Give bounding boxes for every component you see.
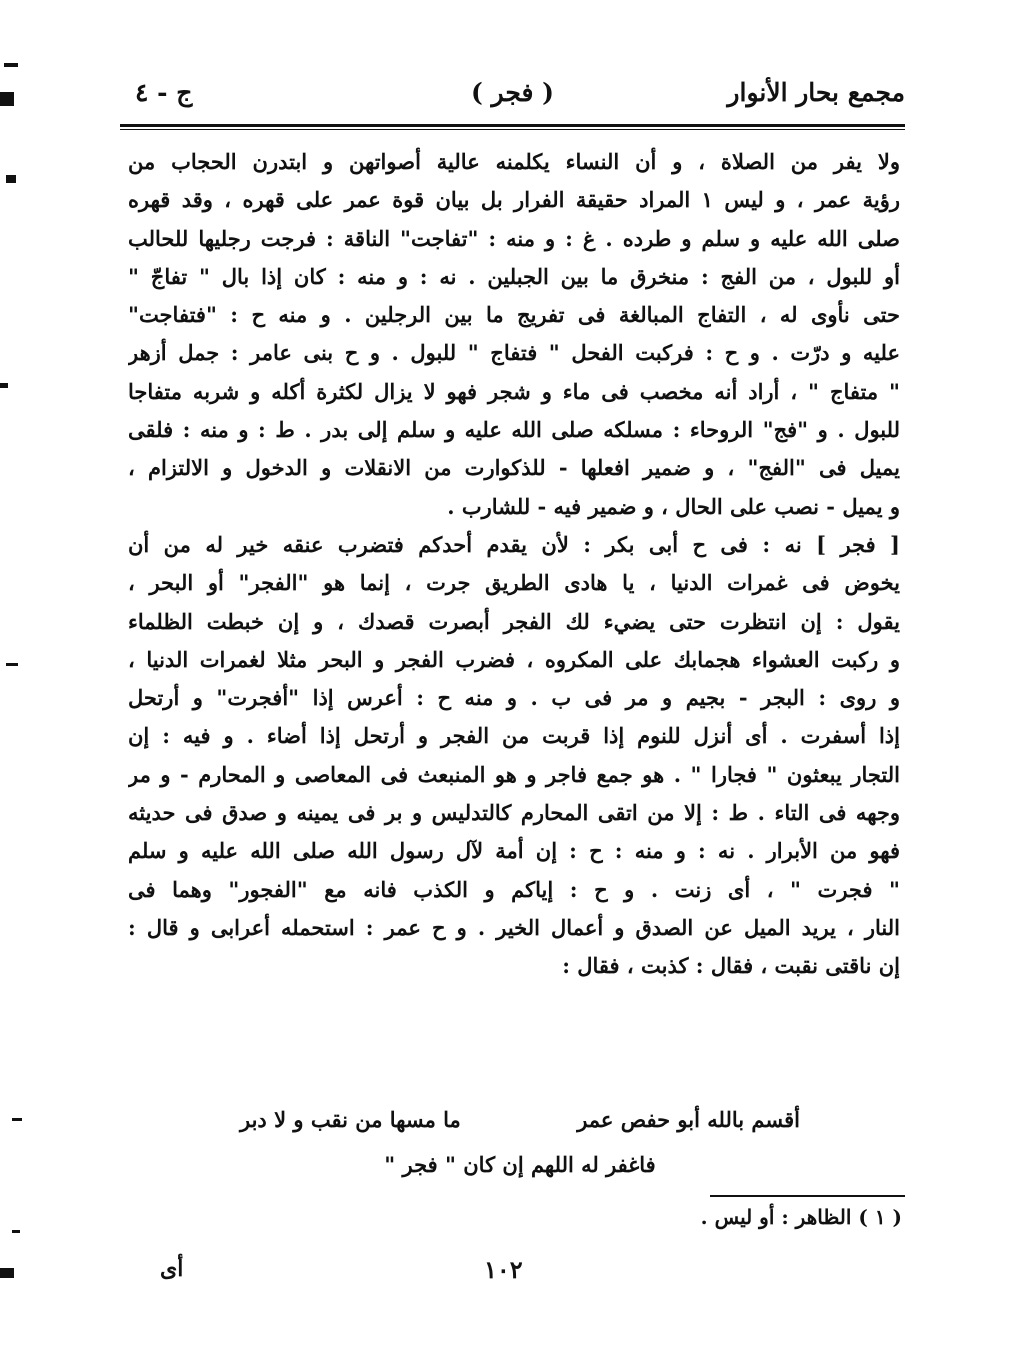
- poem-verse-2: فاغفر له اللهم إن كان " فجر ": [384, 1152, 656, 1177]
- book-title: مجمع بحار الأنوار: [727, 78, 905, 107]
- scan-edge-mark: [0, 92, 14, 106]
- scan-edge-mark: [12, 1118, 22, 1121]
- header-rule-thick: [120, 124, 905, 127]
- scan-edge-mark: [0, 1268, 14, 1278]
- scan-edge-mark: [12, 1230, 20, 1233]
- text-line: عليه و درّت . و ح : فركبت الفحل " فتفاج " للبول . و ح بنى عامر : جمل أزهر: [128, 340, 900, 366]
- entry-heading: ( فجر ): [471, 78, 554, 107]
- text-line: " متفاج " ، أراد أنه مخصب فى ماء و شجر فهو لا يزال لكثرة أكله و شربه متفاجا: [128, 378, 900, 404]
- running-header: [120, 78, 905, 120]
- text-line: رؤية عمر ، و ليس ١ المراد حقيقة الفرار بل بيان قوة عمر على قهره ، وقد قهره: [128, 187, 900, 213]
- poem-hemistich-right: أقسم بالله أبو حفص عمر: [577, 1107, 800, 1132]
- scan-edge-mark: [6, 175, 16, 183]
- catchword: أى: [160, 1256, 184, 1282]
- text-line: " فجرت " ، أى زنت . و ح : إياكم و الكذب فانه مع "الفجور" وهما فى: [128, 876, 900, 902]
- text-line: يخوض فى غمرات الدنيا ، يا هادى الطريق جرت ، إنما هو "الفجر" أو البحر ،: [128, 570, 900, 596]
- text-line: يميل فى "الفج" ، و ضمير افعلها - للذكوارت من الانقلات و الدخول و الالتزام ،: [128, 455, 900, 481]
- volume-label: ج - ٤: [135, 78, 193, 107]
- scan-edge-mark: [0, 383, 8, 388]
- text-line: صلى الله عليه و سلم و طرده . غ : و منه : "تفاجت" الناقة : فرجت رجليها للحالب: [128, 225, 900, 251]
- text-line: و يميل - نصب على الحال ، و ضمير فيه - للشارب .: [447, 493, 900, 519]
- footnote-rule: [710, 1195, 905, 1197]
- poem-hemistich-left: ما مسها من نقب و لا دبر: [240, 1107, 461, 1132]
- scan-edge-mark: [6, 663, 18, 666]
- text-line: أو للبول ، من الفج : منخرق ما بين الجبلين . نه : و منه : كان إذا بال " تفاجّ ": [128, 263, 900, 289]
- text-line: و روى : البجر - بجيم و مر فى ب . و منه ح : أعرس إذا "أفجرت" و أرتحل: [128, 685, 900, 711]
- text-line: التجار يبعثون " فجارا " . هو جمع فاجر و هو المنبعث فى المعاصى و المحارم - و مر: [128, 761, 900, 787]
- footnote: ( ١ ) الظاهر : أو ليس .: [700, 1205, 902, 1229]
- text-line: و ركبت العشواء هجمابك على المكروه ، فضرب الفجر و البحر مثلا لغمرات الدنيا ،: [128, 646, 900, 672]
- scan-edge-mark: [4, 63, 18, 67]
- page-number: ١٠٢: [484, 1255, 523, 1284]
- text-line: [ فجر ] نه : فى ح أبى بكر : لأن يقدم أحدكم فتضرب عنقه خير له من أن: [128, 531, 900, 557]
- body-text: [128, 143, 900, 986]
- text-line: حتى نأوى له ، التفاج المبالغة فى تفريج ما بين الرجلين . و منه ح : "فتفاجت": [128, 302, 900, 328]
- header-rule-thin: [120, 129, 905, 130]
- text-line: وجهه فى التاء . ط : إلا من اتقى المحارم كالتدليس و بر فى يمينه و صدق فى حديثه: [128, 800, 900, 826]
- text-line: يقول : إن انتظرت حتى يضيء لك الفجر أبصرت قصدك ، و إن خبطت الظلماء: [128, 608, 900, 634]
- text-line: للبول . و "فج" الروحاء : مسلكه صلى الله عليه و سلم إلى بدر . ط : و منه : فلقى: [128, 417, 900, 443]
- text-line: إن ناقتى نقبت ، فقال : كذبت ، فقال :: [562, 953, 900, 979]
- text-line: النار ، يريد الميل عن الصدق و أعمال الخير . و ح عمر : استحمله أعرابى و قال :: [128, 914, 900, 940]
- text-line: ولا يفر من الصلاة ، و أن النساء يكلمنه عالية أصواتهن و ابتدرن الحجاب من: [128, 149, 900, 174]
- text-line: فهو من الأبرار . نه : و منه : ح : إن أمة لآل رسول الله صلى الله عليه و سلم: [128, 838, 900, 864]
- text-line: إذا أسفرت . أى أنزل للنوم إذا قربت من الفجر و أرتحل إذا أضاء . و فيه : إن: [128, 723, 900, 749]
